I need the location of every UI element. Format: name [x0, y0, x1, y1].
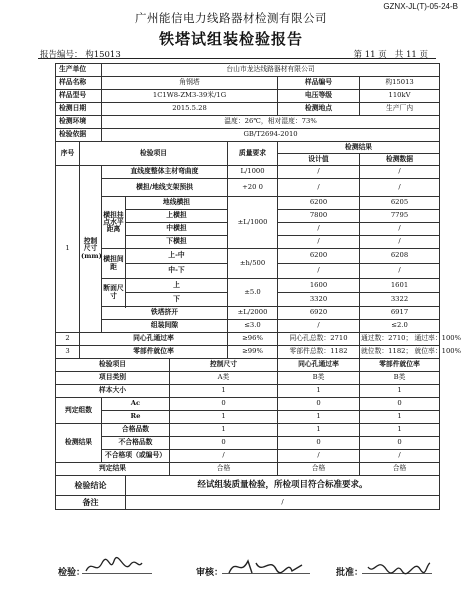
category-b: B类 — [278, 372, 360, 385]
category-label: 项目类别 — [56, 372, 170, 385]
verdict-a: 合格 — [170, 463, 278, 476]
page-total: 共 11 页 — [394, 50, 428, 60]
height-label: 铁塔挤开 — [102, 307, 228, 320]
summary-h-ctrl: 控制尺寸 — [170, 359, 278, 372]
tilt-measured: / — [360, 179, 440, 197]
remark-text: / — [126, 496, 440, 510]
col-seq: 序号 — [56, 142, 80, 166]
model-value: 1C1W8-ZM3-39米/1G — [102, 90, 278, 103]
document-code: GZNX-JL(T)-05-24-B — [383, 2, 458, 11]
sec-low-label: 下 — [126, 293, 228, 307]
reviewer-label: 审核： — [196, 568, 224, 578]
ground-design: 6200 — [278, 197, 360, 210]
col-measured: 检测数据 — [360, 154, 440, 166]
up-mid-measured: 6208 — [360, 249, 440, 264]
ac-c: 0 — [360, 398, 440, 411]
ng-a: 0 — [170, 437, 278, 450]
middle-measured: / — [360, 223, 440, 236]
verdict-b: 合格 — [278, 463, 360, 476]
ng-c: 0 — [360, 437, 440, 450]
sample-size-c: 1 — [360, 385, 440, 398]
ground-label: 地线横担 — [126, 197, 228, 210]
height-design: 6920 — [278, 307, 360, 320]
tilt-req: +20 0 — [228, 179, 278, 197]
re-b: 1 — [278, 411, 360, 424]
re-c: 1 — [360, 411, 440, 424]
report-title: 铁塔试组装检验报告 — [158, 30, 303, 48]
sample-size-a: 1 — [170, 385, 278, 398]
sample-name-value: 角钢塔 — [102, 77, 278, 90]
mid-low-design: / — [278, 264, 360, 279]
summary-h-part: 零部件就位率 — [360, 359, 440, 372]
s3-no: 3 — [56, 346, 80, 359]
sec-low-design: 3320 — [278, 293, 360, 307]
ng-b: 0 — [278, 437, 360, 450]
upper-design: 7800 — [278, 210, 360, 223]
producer-value: 台山市龙达线路器材有限公司 — [102, 64, 440, 77]
section-group-label: 断面尺寸 — [102, 279, 126, 307]
arm-req: ±L/1000 — [228, 197, 278, 249]
height-req: ±L/2000 — [228, 307, 278, 320]
category-a: A类 — [170, 372, 278, 385]
sec-up-measured: 1601 — [360, 279, 440, 293]
s3-label: 零部件就位率 — [80, 346, 228, 359]
ac-b: 0 — [278, 398, 360, 411]
page-current: 第 11 页 — [353, 50, 387, 60]
lower-measured: / — [360, 236, 440, 249]
s3-rate: 就位率：100% — [414, 347, 462, 356]
tilt-label: 横担/地线支架预拱 — [102, 179, 228, 197]
lower-design: / — [278, 236, 360, 249]
date-value: 2015.5.28 — [102, 103, 278, 116]
s3-design: 零部件总数：1182 — [278, 346, 360, 359]
sample-no-value: 构15013 — [360, 77, 440, 90]
lower-label: 下横担 — [126, 236, 228, 249]
col-req: 质量要求 — [228, 142, 278, 166]
s1-no: 1 — [56, 166, 80, 333]
ng-item-a: / — [170, 450, 278, 463]
s2-no: 2 — [56, 333, 80, 346]
straight-req: L/1000 — [228, 166, 278, 179]
report-table — [55, 63, 462, 510]
location-value: 生产厂内 — [360, 103, 440, 116]
sample-no-label: 样品编号 — [278, 77, 360, 90]
verdict-c: 合格 — [360, 463, 440, 476]
ok-a: 1 — [170, 424, 278, 437]
conclusion-label: 检验结论 — [56, 476, 126, 496]
approver-signature — [366, 555, 432, 577]
remark-label: 备注 — [56, 496, 126, 510]
tilt-design: / — [278, 179, 360, 197]
gap-label: 组装间隙 — [102, 320, 228, 333]
ng-item-label: 不合格项（或编号） — [102, 450, 170, 463]
sec-low-measured: 3322 — [360, 293, 440, 307]
re-label: Re — [102, 411, 170, 424]
s2-label: 同心孔通过率 — [80, 333, 228, 346]
s2-design: 同心孔总数：2710 — [278, 333, 360, 346]
inspector-signature — [84, 555, 144, 577]
mid-low-label: 中-下 — [126, 264, 228, 279]
sec-up-label: 上 — [126, 279, 228, 293]
s3-pass: 就位数：1182； — [361, 347, 413, 356]
ground-measured: 6205 — [360, 197, 440, 210]
gap-design: / — [278, 320, 360, 333]
report-number: 报告编号： 构15013 — [40, 50, 121, 60]
s3-req: ≥99% — [228, 346, 278, 359]
summary-h-hole: 同心孔通过率 — [278, 359, 360, 372]
ac-label: Ac — [102, 398, 170, 411]
up-mid-label: 上-中 — [126, 249, 228, 264]
straight-measured: / — [360, 166, 440, 179]
env-value: 温度：26℃，相对湿度：73% — [102, 116, 440, 129]
ng-item-b: / — [278, 450, 360, 463]
height-measured: 6917 — [360, 307, 440, 320]
model-label: 样品型号 — [56, 90, 102, 103]
header-rule — [38, 58, 436, 59]
s1-size-label: 控制尺寸(mm) — [80, 166, 102, 333]
s2-result — [360, 333, 462, 346]
straight-design: / — [278, 166, 360, 179]
conclusion-text: 经试组装质量检验，所检项目符合标准要求。 — [126, 476, 440, 496]
arm-group-label: 横担挂点水平距离 — [102, 197, 126, 249]
middle-design: / — [278, 223, 360, 236]
up-mid-design: 6200 — [278, 249, 360, 264]
gap-measured: ≤2.0 — [360, 320, 440, 333]
location-label: 检测地点 — [278, 103, 360, 116]
section-req: ±5.0 — [228, 279, 278, 307]
sec-up-design: 1600 — [278, 279, 360, 293]
basis-value: GB/T2694-2010 — [102, 129, 440, 142]
upper-measured: 7795 — [360, 210, 440, 223]
env-label: 检测环境 — [56, 116, 102, 129]
ng-label: 不合格品数 — [102, 437, 170, 450]
middle-label: 中横担 — [126, 223, 228, 236]
straight-label: 直线度整体主材弯曲度 — [102, 166, 228, 179]
ok-b: 1 — [278, 424, 360, 437]
sample-name-label: 样品名称 — [56, 77, 102, 90]
mid-low-measured: / — [360, 264, 440, 279]
s3-result — [360, 346, 462, 359]
voltage-value: 110kV — [360, 90, 440, 103]
upper-label: 上横担 — [126, 210, 228, 223]
approver-label: 批准： — [336, 568, 364, 578]
spacing-group-label: 横担间距 — [102, 249, 126, 279]
result-group-label: 检测结果 — [56, 424, 102, 463]
col-result: 检测结果 — [278, 142, 440, 154]
date-label: 检测日期 — [56, 103, 102, 116]
organization-name: 广州能信电力线路器材检测有限公司 — [135, 11, 327, 25]
verdict-label: 判定结果 — [56, 463, 170, 476]
basis-label: 检验依据 — [56, 129, 102, 142]
inspector-label: 检验： — [58, 568, 86, 578]
judge-group-label: 判定组数 — [56, 398, 102, 424]
spacing-req: ±h/500 — [228, 249, 278, 279]
ac-a: 0 — [170, 398, 278, 411]
producer-label: 生产单位 — [56, 64, 102, 77]
sample-size-b: 1 — [278, 385, 360, 398]
reviewer-signature — [226, 555, 306, 579]
s2-req: ≥96% — [228, 333, 278, 346]
ng-item-c: / — [360, 450, 440, 463]
gap-req: ≤3.0 — [228, 320, 278, 333]
s2-rate: 通过率：100% — [414, 334, 462, 343]
category-c: B类 — [360, 372, 440, 385]
summary-h-item: 检验项目 — [56, 359, 170, 372]
col-design: 设计值 — [278, 154, 360, 166]
voltage-label: 电压等级 — [278, 90, 360, 103]
col-item: 检验项目 — [80, 142, 228, 166]
sample-size-label: 样本大小 — [56, 385, 170, 398]
ok-c: 1 — [360, 424, 440, 437]
s2-pass: 通过数：2710； — [361, 334, 413, 343]
ok-label: 合格品数 — [102, 424, 170, 437]
re-a: 1 — [170, 411, 278, 424]
